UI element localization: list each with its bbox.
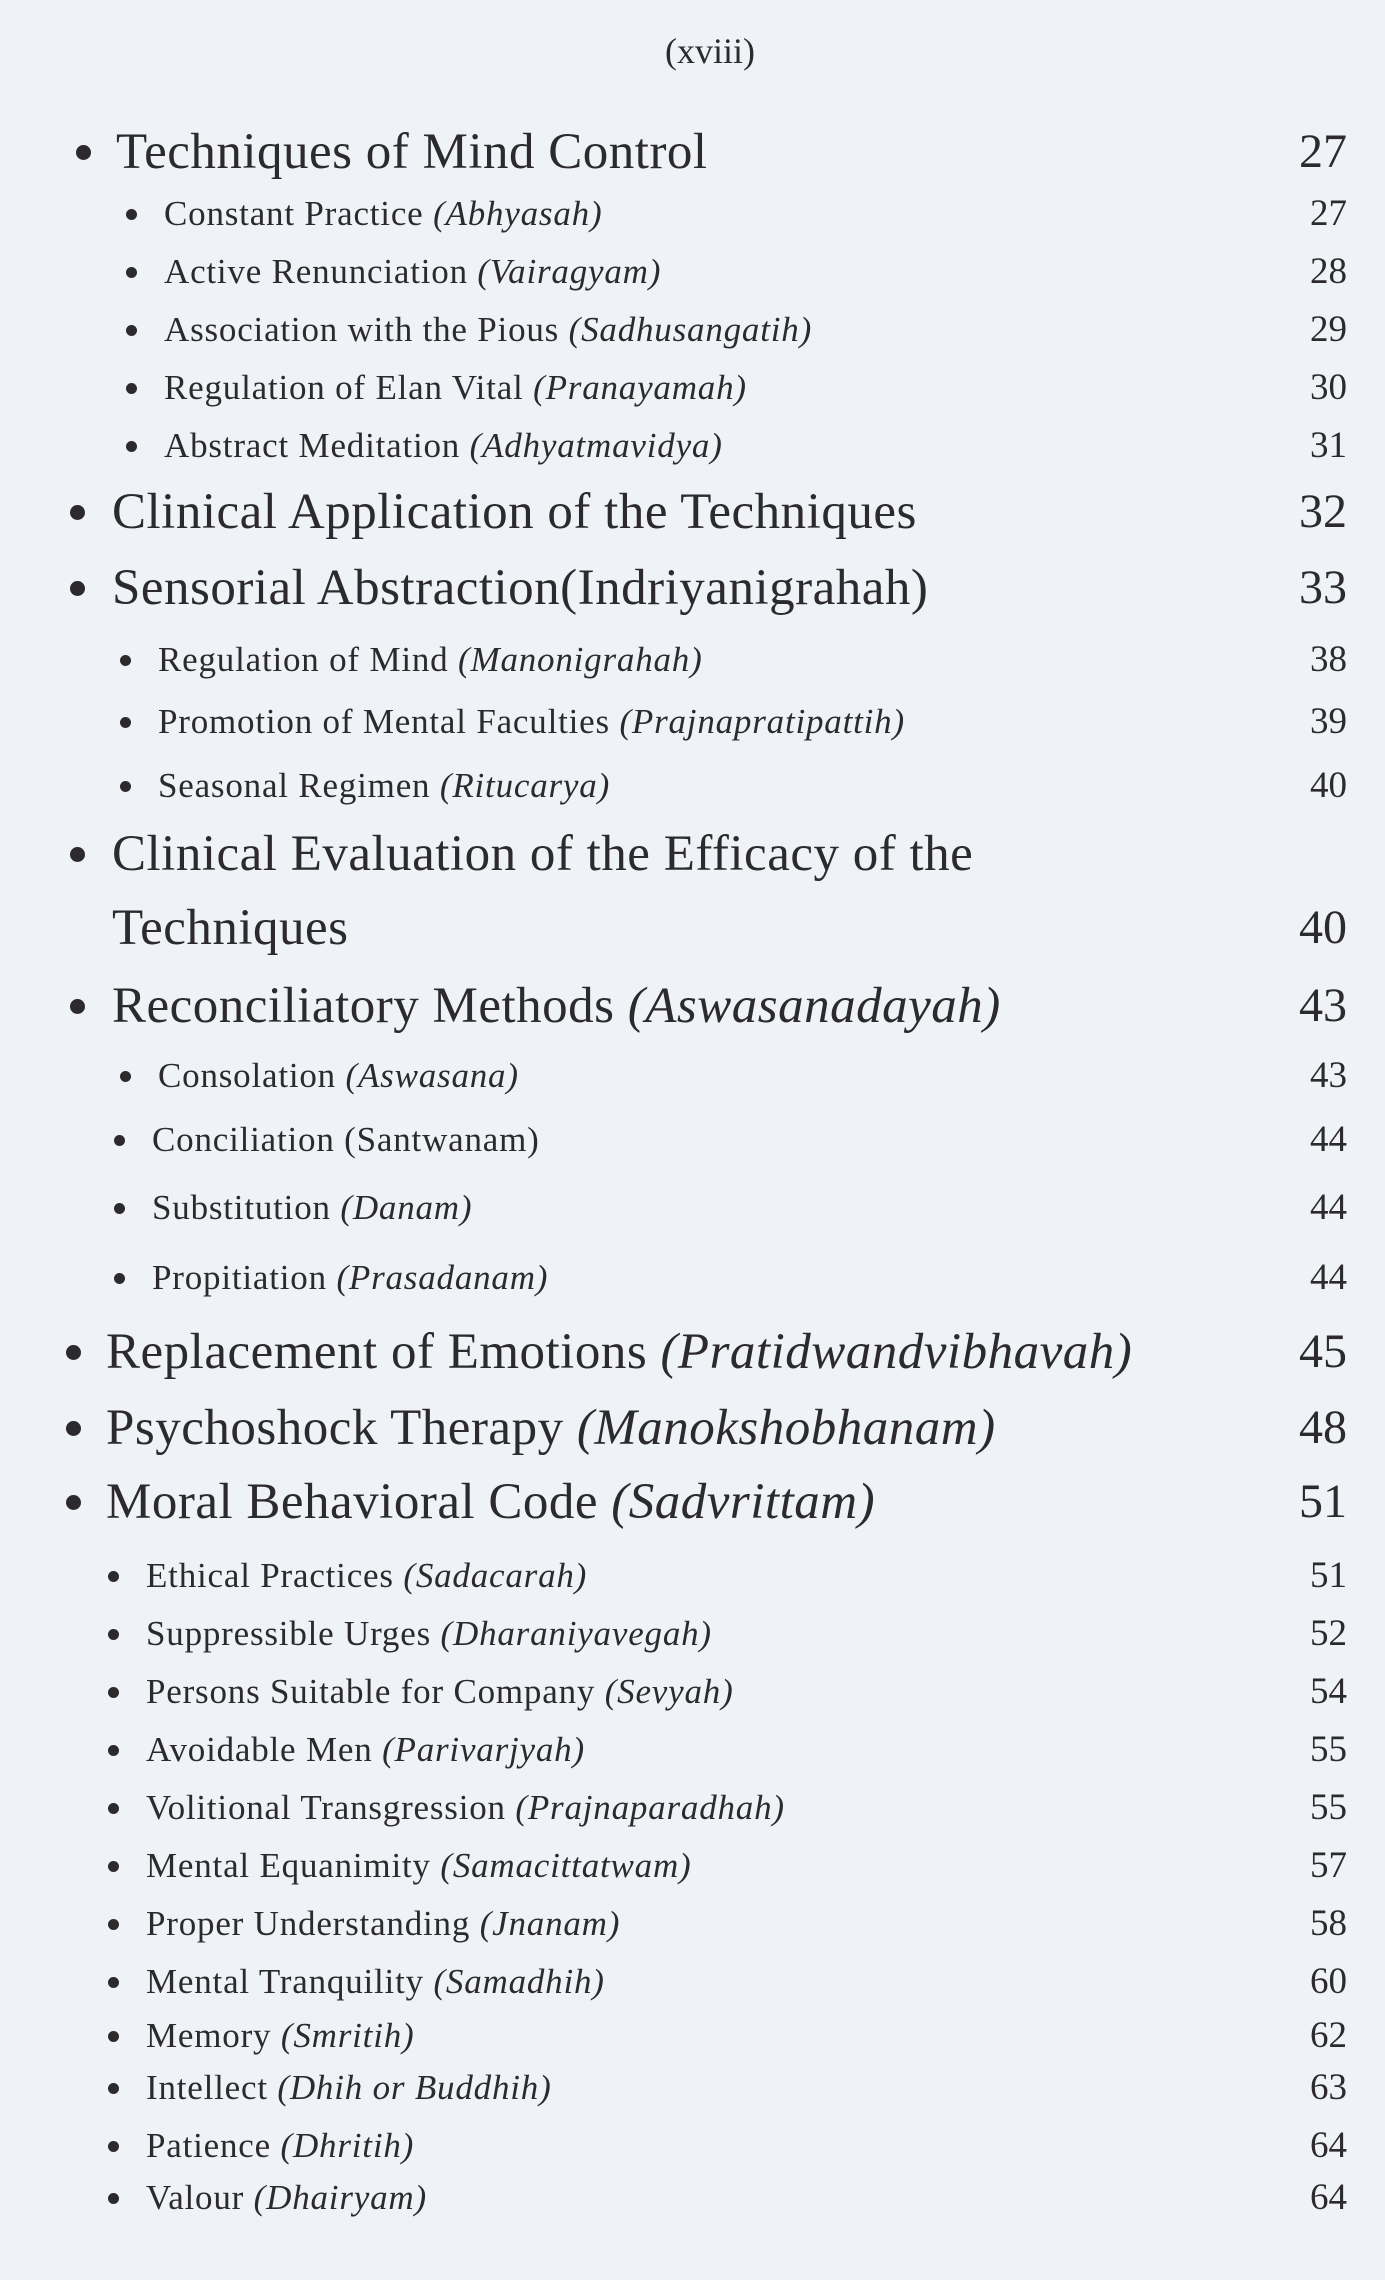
entry-title-text: Regulation of Elan Vital (164, 368, 534, 407)
entry-page-number: 39 (1310, 701, 1347, 742)
entry-title (158, 630, 703, 690)
toc-sub-entry (0, 1248, 1385, 1308)
toc-sub-entry (0, 692, 1385, 752)
entry-page-number: 58 (1310, 1903, 1347, 1944)
entry-title (152, 1110, 540, 1170)
entry-title (112, 558, 928, 618)
bullet-icon (70, 999, 85, 1014)
entry-sanskrit-term: (Pratidwandvibhavah) (660, 1324, 1133, 1380)
entry-page-number: 27 (1310, 193, 1347, 234)
toc-sub-entry (0, 1894, 1385, 1954)
entry-title (106, 1322, 1132, 1382)
toc-sub-entry (0, 1110, 1385, 1170)
toc-main-entry (0, 122, 1385, 182)
toc-main-entry (0, 824, 1385, 884)
entry-title (106, 1398, 996, 1458)
toc-sub-entry (0, 630, 1385, 690)
entry-title (164, 300, 812, 360)
entry-page-number: 40 (1310, 765, 1347, 806)
entry-title (146, 2116, 414, 2176)
bullet-icon (126, 383, 137, 394)
toc-main-entry (0, 1472, 1385, 1532)
entry-title-text: Psychoshock Therapy (106, 1400, 577, 1456)
bullet-icon (126, 325, 137, 336)
entry-page-number: 51 (1310, 1555, 1347, 1596)
entry-sanskrit-term: (Adhyatmavidya) (469, 426, 723, 465)
entry-title (146, 2058, 552, 2118)
entry-page-number: 63 (1310, 2067, 1347, 2108)
toc-sub-entry (0, 1604, 1385, 1664)
bullet-icon (70, 581, 85, 596)
entry-title (164, 416, 723, 476)
toc-sub-entry (0, 756, 1385, 816)
entry-page-number: 60 (1310, 1961, 1347, 2002)
entry-page-number: 28 (1310, 251, 1347, 292)
entry-title-text: Reconciliatory Methods (112, 978, 628, 1034)
entry-sanskrit-term: (Dhih or Buddhih) (277, 2068, 552, 2107)
toc-sub-entry (0, 1178, 1385, 1238)
entry-page-number: 43 (1310, 1055, 1347, 1096)
toc-sub-entry (0, 242, 1385, 302)
entry-page-number: 44 (1310, 1119, 1347, 1160)
entry-page-number: 43 (1299, 979, 1347, 1032)
entry-sanskrit-term: (Ritucarya) (439, 766, 611, 805)
entry-sanskrit-term: (Manokshobhanam) (576, 1400, 996, 1456)
bullet-icon (66, 1421, 81, 1436)
toc-sub-entry (0, 1046, 1385, 1106)
bullet-icon (114, 1203, 125, 1214)
entry-title (164, 242, 661, 302)
bullet-icon (114, 1135, 125, 1146)
entry-title-text: Sensorial Abstraction(Indriyanigrahah) (112, 560, 929, 616)
entry-page-number: 29 (1310, 309, 1347, 350)
entry-title (152, 1178, 472, 1238)
entry-sanskrit-term: (Dharaniyavegah) (440, 1614, 712, 1653)
bullet-icon (108, 2031, 119, 2042)
entry-sanskrit-term: (Jnanam) (479, 1904, 621, 1943)
bullet-icon (126, 209, 137, 220)
entry-page-number: 57 (1310, 1845, 1347, 1886)
entry-page-number: 27 (1299, 125, 1347, 178)
bullet-icon (120, 1071, 131, 1082)
entry-title-text: Seasonal Regimen (158, 766, 440, 805)
entry-title (158, 756, 610, 816)
entry-title-continuation: Techniques (112, 900, 349, 956)
toc-main-entry (0, 1398, 1385, 1458)
entry-title (112, 824, 973, 884)
toc-main-entry (0, 482, 1385, 542)
entry-title-text: Replacement of Emotions (106, 1324, 661, 1380)
entry-page-number: 48 (1299, 1401, 1347, 1454)
bullet-icon (108, 1919, 119, 1930)
entry-title-text: Constant Practice (164, 194, 434, 233)
entry-sanskrit-term: (Aswasana) (345, 1056, 519, 1095)
entry-title (146, 2006, 414, 2066)
entry-title-text: Mental Tranquility (146, 1962, 434, 2001)
entry-title (106, 1472, 875, 1532)
toc-sub-entry (0, 2168, 1385, 2228)
toc-sub-entry (0, 416, 1385, 476)
entry-title-text: Valour (146, 2178, 254, 2217)
bullet-icon (108, 1629, 119, 1640)
entry-sanskrit-term: (Sadvrittam) (611, 1474, 876, 1530)
toc-main-entry-continuation (0, 898, 1385, 958)
bullet-icon (120, 717, 131, 728)
bullet-icon (108, 1687, 119, 1698)
entry-title-text: Ethical Practices (146, 1556, 404, 1595)
entry-sanskrit-term: (Aswasanadayah) (627, 978, 1001, 1034)
entry-page-number: 44 (1310, 1187, 1347, 1228)
entry-title-text: Consolation (158, 1056, 346, 1095)
entry-page-number: 55 (1310, 1729, 1347, 1770)
entry-title-text: Proper Understanding (146, 1904, 480, 1943)
entry-page-number: 31 (1310, 425, 1347, 466)
entry-sanskrit-term: (Sadacarah) (403, 1556, 588, 1595)
toc-sub-entry (0, 358, 1385, 418)
entry-title (112, 976, 1001, 1036)
entry-sanskrit-term: (Samadhih) (433, 1962, 605, 2001)
entry-title (146, 1546, 587, 1606)
entry-sanskrit-term: (Sadhusangatih) (568, 310, 813, 349)
bullet-icon (108, 1803, 119, 1814)
toc-main-entry (0, 976, 1385, 1036)
bullet-icon (70, 847, 85, 862)
entry-title (112, 482, 917, 542)
bullet-icon (108, 2083, 119, 2094)
entry-title-text: Persons Suitable for Company (146, 1672, 605, 1711)
entry-sanskrit-term: (Danam) (340, 1188, 473, 1227)
toc-sub-entry (0, 1778, 1385, 1838)
entry-title-text: Clinical Application of the Techniques (112, 484, 917, 540)
entry-sanskrit-term: (Dhairyam) (253, 2178, 427, 2217)
entry-title-text: Association with the Pious (164, 310, 569, 349)
entry-title-text: Intellect (146, 2068, 278, 2107)
entry-page-number: 44 (1310, 1257, 1347, 1298)
entry-page-number: 52 (1310, 1613, 1347, 1654)
entry-title-text: Avoidable Men (146, 1730, 383, 1769)
bullet-icon (108, 1571, 119, 1582)
entry-title-text: Volitional Transgression (146, 1788, 516, 1827)
entry-title (164, 358, 747, 418)
entry-title (146, 1662, 734, 1722)
bullet-icon (108, 2193, 119, 2204)
entry-title (146, 2168, 427, 2228)
entry-sanskrit-term: (Sevyah) (604, 1672, 734, 1711)
entry-title (152, 1248, 548, 1308)
bullet-icon (114, 1273, 125, 1284)
entry-title (146, 1778, 785, 1838)
bullet-icon (108, 1977, 119, 1988)
entry-sanskrit-term: (Vairagyam) (477, 252, 662, 291)
bullet-icon (108, 1861, 119, 1872)
bullet-icon (126, 267, 137, 278)
entry-title (146, 1836, 692, 1896)
entry-title (146, 1604, 712, 1664)
entry-title-text: Promotion of Mental Faculties (158, 702, 620, 741)
entry-sanskrit-term: (Pranayamah) (533, 368, 747, 407)
entry-title-text: Mental Equanimity (146, 1846, 441, 1885)
bullet-icon (66, 1495, 81, 1510)
entry-page-number: 64 (1310, 2177, 1347, 2218)
page-number: (xviii) (665, 31, 755, 71)
entry-title (164, 184, 602, 244)
toc-sub-entry (0, 2058, 1385, 2118)
entry-title-text: Propitiation (152, 1258, 337, 1297)
entry-page-number: 38 (1310, 639, 1347, 680)
entry-sanskrit-term: (Manonigrahah) (458, 640, 703, 679)
entry-sanskrit-term: (Prajnapratipattih) (619, 702, 905, 741)
entry-sanskrit-term: (Prasadanam) (336, 1258, 549, 1297)
entry-title (146, 1952, 605, 2012)
toc-sub-entry (0, 1836, 1385, 1896)
entry-sanskrit-term: (Parivarjyah) (382, 1730, 585, 1769)
entry-title (146, 1894, 620, 1954)
bullet-icon (108, 2141, 119, 2152)
entry-page-number: 33 (1299, 561, 1347, 614)
entry-title-text: Patience (146, 2126, 281, 2165)
entry-title-text: Clinical Evaluation of the Efficacy of the (112, 826, 974, 882)
bullet-icon (76, 145, 91, 160)
bullet-icon (108, 1745, 119, 1756)
toc-main-entry (0, 558, 1385, 618)
entry-page-number: 64 (1310, 2125, 1347, 2166)
entry-page-number: 45 (1299, 1325, 1347, 1378)
entry-title-text: Techniques of Mind Control (116, 124, 708, 180)
entry-title-text: Abstract Meditation (164, 426, 470, 465)
toc-sub-entry (0, 1720, 1385, 1780)
entry-title (116, 122, 708, 182)
toc-sub-entry (0, 1546, 1385, 1606)
bullet-icon (120, 655, 131, 666)
entry-title-text: Suppressible Urges (146, 1614, 441, 1653)
entry-title-text: Regulation of Mind (158, 640, 459, 679)
entry-page-number: 62 (1310, 2015, 1347, 2056)
entry-page-number: 30 (1310, 367, 1347, 408)
entry-page-number: 32 (1299, 485, 1347, 538)
entry-sanskrit-term: (Dhritih) (280, 2126, 415, 2165)
toc-sub-entry (0, 2006, 1385, 2066)
entry-title (146, 1720, 585, 1780)
toc-sub-entry (0, 300, 1385, 360)
bullet-icon (126, 441, 137, 452)
entry-title-text: Active Renunciation (164, 252, 478, 291)
entry-title-text: Memory (146, 2016, 281, 2055)
entry-page-number: 40 (1299, 901, 1347, 954)
entry-title-text: Moral Behavioral Code (106, 1474, 612, 1530)
bullet-icon (66, 1345, 81, 1360)
entry-page-number: 54 (1310, 1671, 1347, 1712)
entry-sanskrit-term: (Samacittatwam) (440, 1846, 692, 1885)
toc-main-entry (0, 1322, 1385, 1382)
entry-title (158, 692, 905, 752)
toc-sub-entry (0, 1662, 1385, 1722)
entry-title-text: Substitution (152, 1188, 341, 1227)
entry-page-number: 51 (1299, 1475, 1347, 1528)
toc-sub-entry (0, 184, 1385, 244)
entry-title-text: Conciliation (Santwanam) (152, 1120, 540, 1159)
bullet-icon (120, 781, 131, 792)
entry-sanskrit-term: (Smritih) (280, 2016, 415, 2055)
entry-page-number: 55 (1310, 1787, 1347, 1828)
entry-sanskrit-term: (Prajnaparadhah) (515, 1788, 785, 1827)
entry-title (158, 1046, 519, 1106)
entry-sanskrit-term: (Abhyasah) (433, 194, 603, 233)
bullet-icon (70, 505, 85, 520)
toc-sub-entry (0, 1952, 1385, 2012)
toc-sub-entry (0, 2116, 1385, 2176)
